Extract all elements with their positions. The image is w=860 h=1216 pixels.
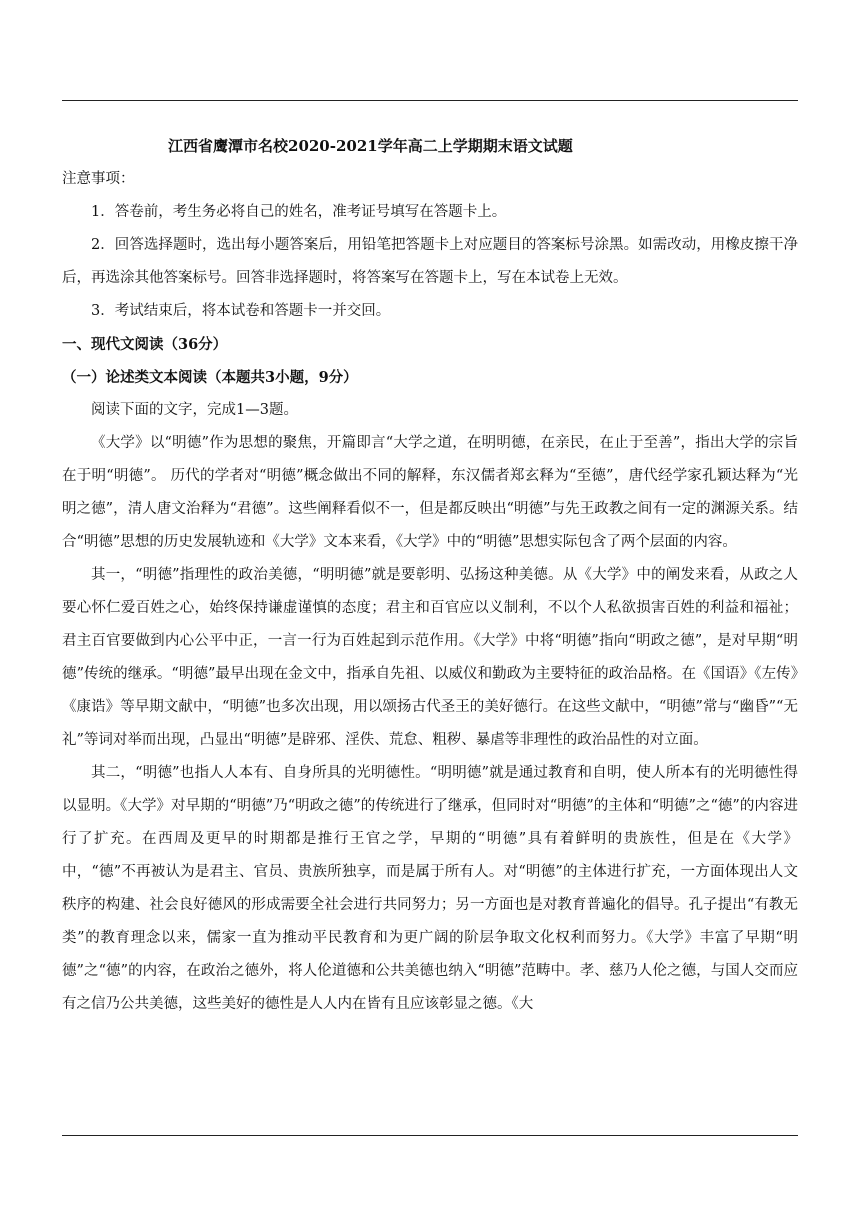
notice-item-3: 3．考试结束后，将本试卷和答题卡一并交回。	[91, 303, 391, 319]
footer-rule	[62, 1135, 798, 1136]
subsection-heading: （一）论述类文本阅读（本题共3小题，9分）	[62, 369, 358, 386]
reading-instruction: 阅读下面的文字，完成1—3题。	[91, 402, 298, 418]
passage-paragraph-3: 其二，“明德”也指人人本有、自身所具的光明德性。“明明德”就是通过教育和自明，使人所本有的光明德性得以显明。《大学》对早期的“明德”乃“明政之德”的传统进行了继承，但同时对“明德”的主体和“明德”之“德”的内容进行了扩充。在西周及更早的时期都是推行王官之学，早期的“明德”具有着鲜明的贵族性，但是在《大学》中，“德”不再被认为是君主、官员、贵族所独享，而是属于所有人。对“明德”的主体进行扩充，一方面体现出人文秩序的构建、社会良好德风的形成需要全社会进行共同努力；另一方面也是对教育普遍化的倡导。孔子提出“有教无类”的教育理念以来，儒家一直为推动平民教育和为更广阔的阶层争取文化权利而努力。《大学》丰富了早期“明德”之“德”的内容，在政治之德外，将人伦道德和公共美德也纳入“明德”范畴中。孝、慈乃人伦之德，与国人交而应有之信乃公共美德，这些美好的德性是人人内在皆有且应该彰显之德。《大	[62, 765, 798, 1012]
header-rule	[62, 100, 798, 101]
notice-item-2: 2．回答选择题时，选出每小题答案后，用铅笔把答题卡上对应题目的答案标号涂黑。如需改动，用橡皮擦干净后，再选涂其他答案标号。回答非选择题时，将答案写在答题卡上，写在本试卷上无效。	[62, 237, 798, 286]
notice-item-1: 1．答卷前，考生务必将自己的姓名，准考证号填写在答题卡上。	[91, 204, 507, 220]
notice-heading: 注意事项：	[62, 171, 135, 187]
document-body	[62, 130, 798, 1021]
section-heading: 一、现代文阅读（36分）	[62, 336, 228, 353]
document-title: 江西省鹰潭市名校2020-2021学年高二上学期期末语文试题	[168, 137, 573, 155]
passage-paragraph-2: 其一，“明德”指理性的政治美德，“明明德”就是要彰明、弘扬这种美德。从《大学》中的阐发来看，从政之人要心怀仁爱百姓之心，始终保持谦虚谨慎的态度；君主和百官应以义制利，不以个人私欲损害百姓的利益和福祉；君主百官要做到内心公平中正，一言一行为百姓起到示范作用。《大学》中将“明德”指向“明政之德”，是对早期“明德”传统的继承。“明德”最早出现在金文中，指承自先祖、以威仪和勤政为主要特征的政治品格。在《国语》《左传》《康诰》等早期文献中，“明德”也多次出现，用以颂扬古代圣王的美好德行。在这些文献中，“明德”常与“幽昏”“无礼”等词对举而出现，凸显出“明德”是辟邪、淫佚、荒怠、粗秽、暴虐等非理性的政治品性的对立面。	[62, 567, 798, 748]
passage-paragraph-1: 《大学》以“明德”作为思想的聚焦，开篇即言“大学之道，在明明德，在亲民，在止于至善”，指出大学的宗旨在于明“明德”。 历代的学者对“明德”概念做出不同的解释，东汉儒者郑玄释为“至德”，唐代经学家孔颖达释为“光明之德”，清人唐文治释为“君德”。这些阐释看似不一，但是都反映出“明德”与先王政教之间有一定的渊源关系。结合“明德”思想的历史发展轨迹和《大学》文本来看，《大学》中的“明德”思想实际包含了两个层面的内容。	[62, 435, 798, 550]
